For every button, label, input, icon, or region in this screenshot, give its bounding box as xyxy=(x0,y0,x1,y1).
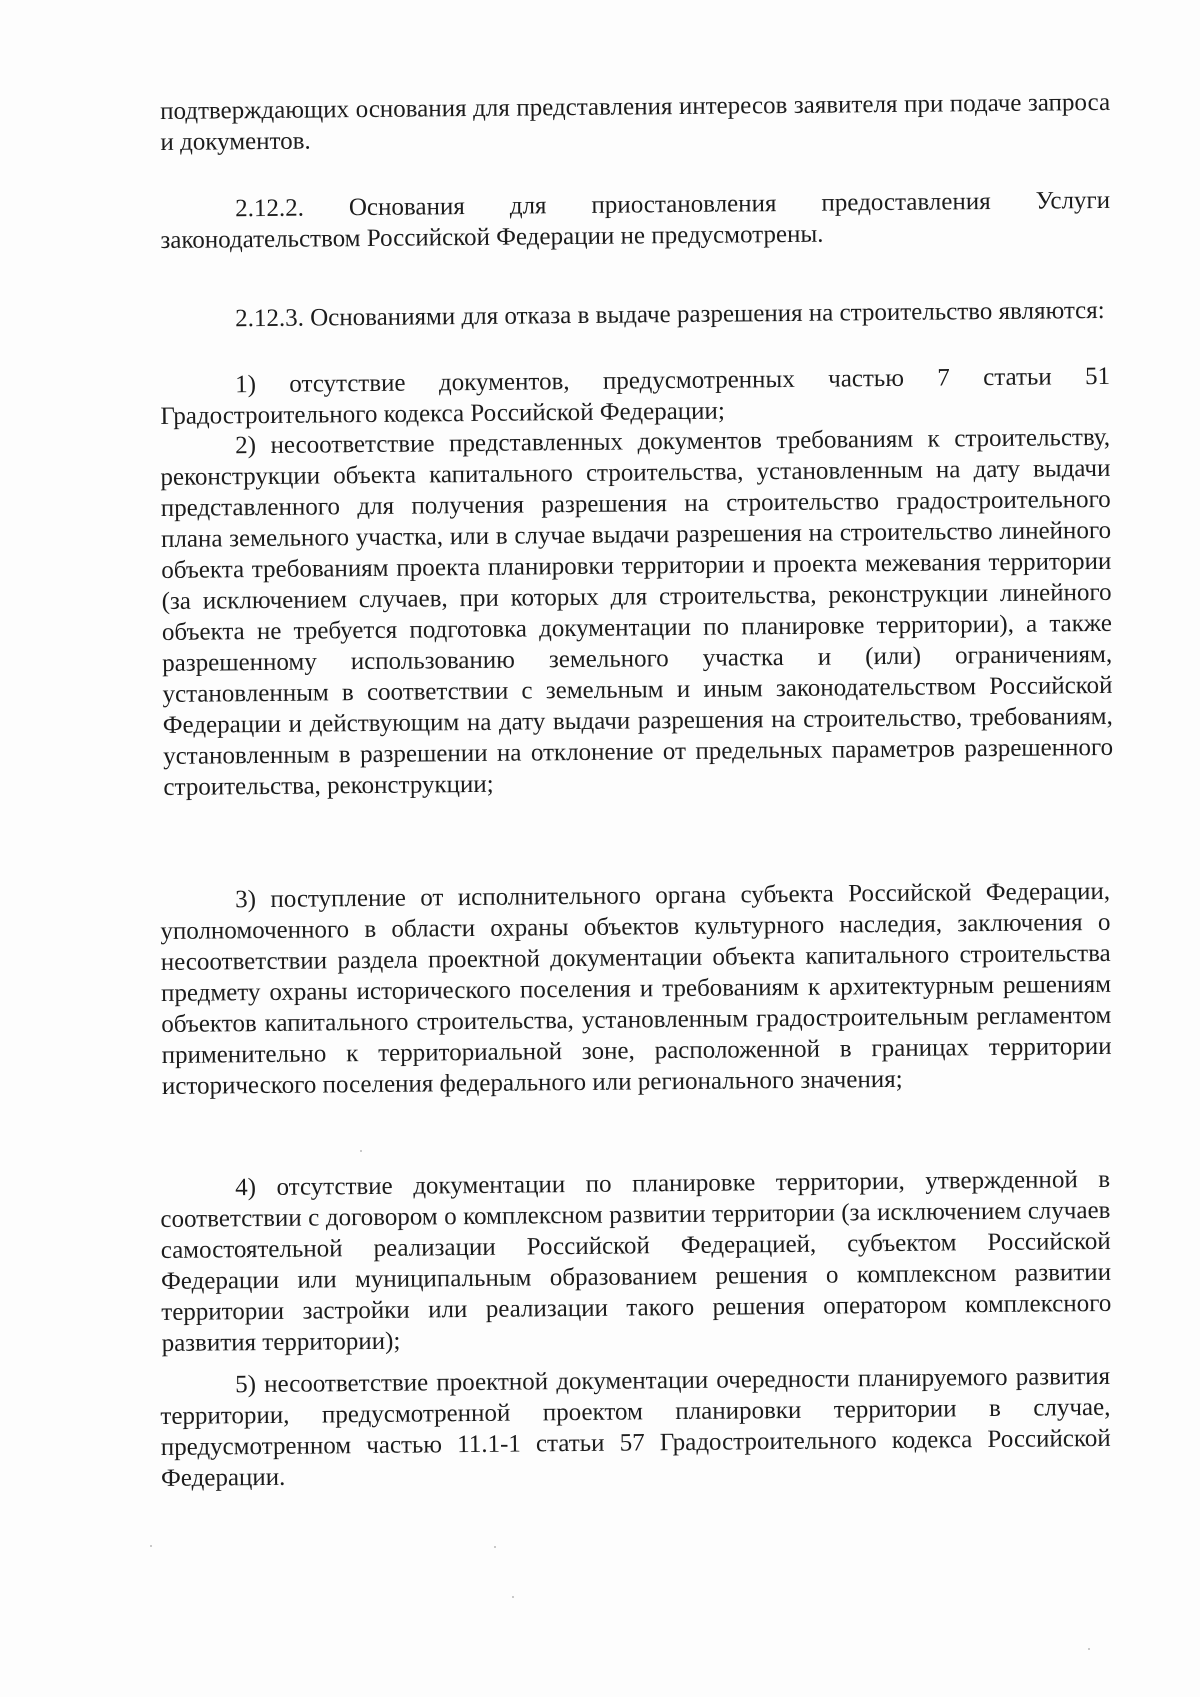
list-item-text: 3) поступление от исполнительного органа субъекта Российской Федерации, уполномоченного в области охраны объектов культурного наследия, заключения о несоответствии раздела проектной документации объекта капитального строительства предмету охраны исторического поселения и требованиям к архитектурным решениям объектов капитального строительства, установленным градостроительным регламентом применительно к территориальной зоне, расположенной в границах территории исторического поселения федерального или регионального значения; xyxy=(160,877,1112,1100)
scan-speck xyxy=(1088,1648,1090,1650)
paragraph-text: 2.12.3. Основаниями для отказа в выдаче разрешения на строительство являются: xyxy=(235,296,1105,333)
paragraph-continuation xyxy=(160,87,1111,158)
list-item-text: 1) отсутствие документов, предусмотренных частью 7 статьи 51 Градостроительного кодекса Российской Федерации; xyxy=(160,362,1111,430)
scan-speck xyxy=(360,1150,362,1152)
paragraph-text: 2.12.2. Основания для приостановления предоставления Услуги законодательством Российской Федерации не предусмотрены. xyxy=(160,186,1111,254)
list-item-2 xyxy=(160,422,1114,803)
paragraph-2-12-3 xyxy=(160,295,1110,335)
list-item-5 xyxy=(160,1361,1111,1494)
paragraph-2-12-2 xyxy=(160,185,1111,256)
list-item-text: 5) несоответствие проектной документации очередности планируемого развития территории, предусмотренной проектом планировки территории в случае, предусмотренном частью 11.1-1 статьи 57 Градостроительного кодекса Российской Федерации. xyxy=(160,1362,1111,1492)
scan-speck xyxy=(494,1546,496,1548)
list-item-text: 2) несоответствие представленных документов требованиям к строительству, реконструкции объекта капитального строительства, установленным на дату выдачи представленного для получения разрешения на строительство градостроительного плана земельного участка, или в случае выдачи разрешения на строительство линейного объекта требованиям проекта планировки территории и проекта межевания территории (за исключением случаев, при которых для строительства, реконструкции линейного объекта не требуется подготовка документации по планировке территории), а также разрешенному использованию земельного участка и (или) ограничениям, установленным в соответствии с земельным и иным законодательством Российской Федерации и действующим на дату выдачи разрешения на строительство, требованиям, установленным в разрешении на отклонение от предельных параметров разрешенного строительства, реконструкции; xyxy=(160,423,1114,801)
list-item-3 xyxy=(160,876,1112,1102)
scan-speck xyxy=(150,1545,152,1547)
list-item-text: 4) отсутствие документации по планировке территории, утвержденной в соответствии с договором о комплексном развитии территории (за исключением случаев самостоятельной реализации Российской Федерацией, субъектом Российской Федерации или муниципальным образованием решения о комплексном развитии территории застройки или реализации такого решения оператором комплексного развития территории); xyxy=(160,1165,1112,1357)
list-item-4 xyxy=(160,1164,1112,1359)
list-item-1 xyxy=(160,361,1111,432)
paragraph-text: подтверждающих основания для представления интересов заявителя при подаче запроса и документов. xyxy=(160,88,1111,156)
scan-speck xyxy=(512,1596,514,1598)
